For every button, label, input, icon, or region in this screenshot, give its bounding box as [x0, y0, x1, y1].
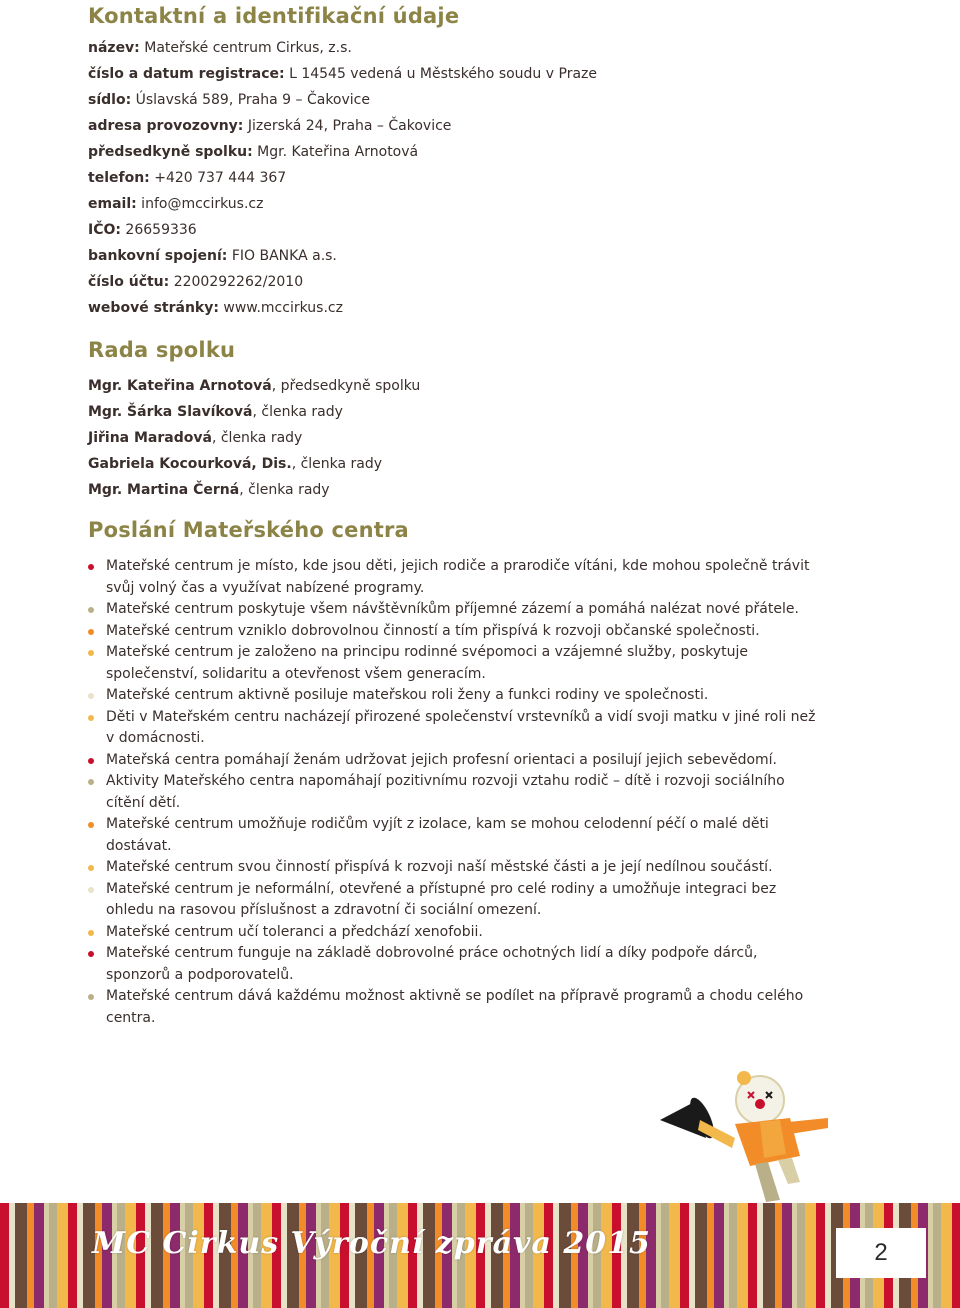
contact-row — [88, 168, 688, 194]
clown-illustration — [640, 1060, 840, 1205]
bullet-icon — [88, 994, 94, 1000]
stripe — [816, 1203, 825, 1308]
contact-value: www.mccirkus.cz — [218, 300, 343, 316]
stripe — [0, 1203, 9, 1308]
board-member-name: Jiřina Maradová — [88, 430, 212, 446]
stripe — [27, 1203, 34, 1308]
contact-label: adresa provozovny: — [88, 118, 244, 134]
mission-section-title: Poslání Mateřského centra — [88, 518, 409, 542]
mission-item — [88, 685, 818, 707]
contact-value: 26659336 — [120, 222, 197, 238]
contact-label: číslo účtu: — [88, 274, 170, 290]
contact-row — [88, 246, 688, 272]
stripe — [689, 1203, 695, 1308]
bullet-icon — [88, 629, 94, 635]
stripe — [928, 1203, 933, 1308]
contact-section-title: Kontaktní a identifikační údaje — [88, 4, 460, 28]
bullet-icon — [88, 758, 94, 764]
contact-label: číslo a datum registrace: — [88, 66, 285, 82]
stripe — [680, 1203, 689, 1308]
stripe — [34, 1203, 44, 1308]
stripe — [724, 1203, 729, 1308]
contact-row — [88, 142, 688, 168]
stripe — [941, 1203, 952, 1308]
contact-row — [88, 38, 688, 64]
board-member-name: Mgr. Kateřina Arnotová — [88, 378, 272, 394]
stripe — [656, 1203, 661, 1308]
bullet-icon — [88, 887, 94, 893]
contact-value: Jizerská 24, Praha – Čakovice — [243, 118, 452, 134]
mission-item — [88, 986, 818, 1029]
stripe — [661, 1203, 669, 1308]
stripe — [757, 1203, 763, 1308]
contact-row — [88, 272, 688, 298]
bullet-icon — [88, 693, 94, 699]
contact-label: telefon: — [88, 170, 150, 186]
mission-item-text: Mateřské centrum učí toleranci a předchází xenofobii. — [106, 923, 483, 940]
mission-item — [88, 707, 818, 750]
mission-item-text: Děti v Mateřském centru nacházejí přirozené společenství vrstevníků a vidí svoji matku v jiné roli než v domácnosti. — [106, 708, 816, 746]
board-member — [88, 480, 688, 506]
bullet-icon — [88, 564, 94, 570]
contact-label: předsedkyně spolku: — [88, 144, 253, 160]
mission-item — [88, 556, 818, 599]
stripe — [77, 1203, 83, 1308]
contact-label: IČO: — [88, 222, 121, 238]
mission-item-text: Mateřské centrum vzniklo dobrovolnou činností a tím přispívá k rozvoji občanské společnosti. — [106, 622, 760, 639]
mission-item — [88, 814, 818, 857]
stripe — [707, 1203, 714, 1308]
footer-title: MC Cirkus Výroční zpráva 2015 — [92, 1226, 651, 1261]
mission-item-text: Mateřské centrum dává každému možnost aktivně se podílet na přípravě programů a chodu celého centra. — [106, 988, 804, 1026]
contact-row — [88, 220, 688, 246]
contact-value: Mgr. Kateřina Arnotová — [252, 144, 419, 160]
board-member — [88, 402, 688, 428]
board-member-name: Gabriela Kocourková, Dis. — [88, 456, 292, 472]
contact-row — [88, 194, 688, 220]
mission-item — [88, 750, 818, 772]
mission-item-text: Mateřské centrum umožňuje rodičům vyjít z izolace, kam se mohou celodenní péčí o malé děti dostávat. — [106, 816, 769, 854]
bullet-icon — [88, 822, 94, 828]
stripe — [782, 1203, 792, 1308]
mission-item — [88, 642, 818, 685]
contact-value: +420 737 444 367 — [149, 170, 287, 186]
contact-label: bankovní spojení: — [88, 248, 228, 264]
contact-value: Úslavská 589, Praha 9 – Čakovice — [131, 92, 370, 108]
board-member-name: Mgr. Šárka Slavíková — [88, 404, 253, 420]
bullet-icon — [88, 951, 94, 957]
board-member-role: , členka rady — [211, 430, 303, 446]
contact-value: L 14545 vedená u Městského soudu v Praze — [284, 66, 597, 82]
bullet-icon — [88, 930, 94, 936]
board-member-name: Mgr. Martina Černá — [88, 482, 240, 498]
contact-row — [88, 64, 688, 90]
board-member — [88, 376, 688, 402]
bullet-icon — [88, 650, 94, 656]
stripe — [44, 1203, 49, 1308]
mission-item — [88, 922, 818, 944]
mission-item — [88, 857, 818, 879]
board-member-role: , členka rady — [291, 456, 383, 472]
board-member — [88, 428, 688, 454]
stripe — [775, 1203, 782, 1308]
mission-item-text: Mateřské centrum svou činností přispívá k rozvoji naší městské části a je její nedílnou součástí. — [106, 859, 773, 875]
stripe — [763, 1203, 775, 1308]
stripe — [714, 1203, 724, 1308]
stripe — [15, 1203, 27, 1308]
bullet-icon — [88, 607, 94, 613]
stripe — [952, 1203, 960, 1308]
mission-item — [88, 771, 818, 814]
mission-item-text: Mateřské centrum je místo, kde jsou děti, jejich rodiče a prarodiče vítáni, kde mohou společně trávit svůj volný čas a využívat nabízené programy. — [106, 558, 810, 596]
mission-item-text: Mateřské centrum poskytuje všem návštěvníkům příjemné zázemí a pomáhá nalézat nové přátele. — [106, 601, 799, 617]
board-member-role: , členka rady — [239, 482, 330, 498]
stripe — [737, 1203, 748, 1308]
board-section-title: Rada spolku — [88, 338, 236, 362]
contact-value: Mateřské centrum Cirkus, z.s. — [139, 40, 352, 56]
stripe — [748, 1203, 757, 1308]
contact-label: sídlo: — [88, 92, 132, 108]
stripe — [57, 1203, 68, 1308]
mission-item-text: Mateřská centra pomáhají ženám udržovat jejich profesní orientaci a posilují jejich sebevědomí. — [106, 751, 777, 768]
page-number: 2 — [874, 1239, 888, 1266]
contact-value: 2200292262/2010 — [169, 274, 304, 290]
mission-item-text: Mateřské centrum je založeno na principu rodinné svépomoci a vzájemné služby, poskytuje společenství, solidaritu a otevřenost všem generacím. — [106, 644, 748, 682]
mission-item-text: Mateřské centrum je neformální, otevřené a přístupné pro celé rodiny a umožňuje integraci bez ohledu na rasovou příslušnost a zdravotní či sociální omezení. — [106, 880, 777, 918]
stripe — [695, 1203, 707, 1308]
contact-label: email: — [88, 196, 137, 212]
mission-item — [88, 879, 818, 922]
stripe — [49, 1203, 57, 1308]
contact-row — [88, 116, 688, 142]
board-member-role: , předsedkyně spolku — [271, 378, 421, 394]
stripe — [669, 1203, 680, 1308]
mission-list — [88, 556, 818, 1029]
contact-value: FIO BANKA a.s. — [227, 248, 337, 264]
stripe — [933, 1203, 941, 1308]
mission-item — [88, 599, 818, 621]
contact-row — [88, 90, 688, 116]
mission-item-text: Mateřské centrum funguje na základě dobrovolné práce ochotných lidí a díky podpoře dárců, sponzorů a podporovatelů. — [106, 945, 758, 983]
contact-label: webové stránky: — [88, 300, 219, 316]
bullet-icon — [88, 715, 94, 721]
stripe — [792, 1203, 797, 1308]
mission-item — [88, 943, 818, 986]
stripe — [825, 1203, 831, 1308]
mission-item — [88, 621, 818, 643]
stripe — [729, 1203, 737, 1308]
contact-row — [88, 298, 688, 324]
board-member — [88, 454, 688, 480]
stripe — [9, 1203, 15, 1308]
mission-item-text: Mateřské centrum aktivně posiluje mateřskou roli ženy a funkci rodiny ve společnosti. — [106, 687, 709, 703]
board-list — [88, 376, 688, 506]
mission-item-text: Aktivity Mateřského centra napomáhají pozitivnímu rozvoji vztahu rodič – dítě i rozvoji sociálního cítění dětí. — [106, 773, 785, 811]
contact-label: název: — [88, 40, 140, 56]
board-member-role: , členka rady — [252, 404, 343, 420]
contact-value: info@mccirkus.cz — [136, 196, 264, 212]
stripe — [797, 1203, 805, 1308]
bullet-icon — [88, 779, 94, 785]
stripe — [805, 1203, 816, 1308]
contact-list — [88, 38, 688, 324]
stripe — [68, 1203, 77, 1308]
bullet-icon — [88, 865, 94, 871]
